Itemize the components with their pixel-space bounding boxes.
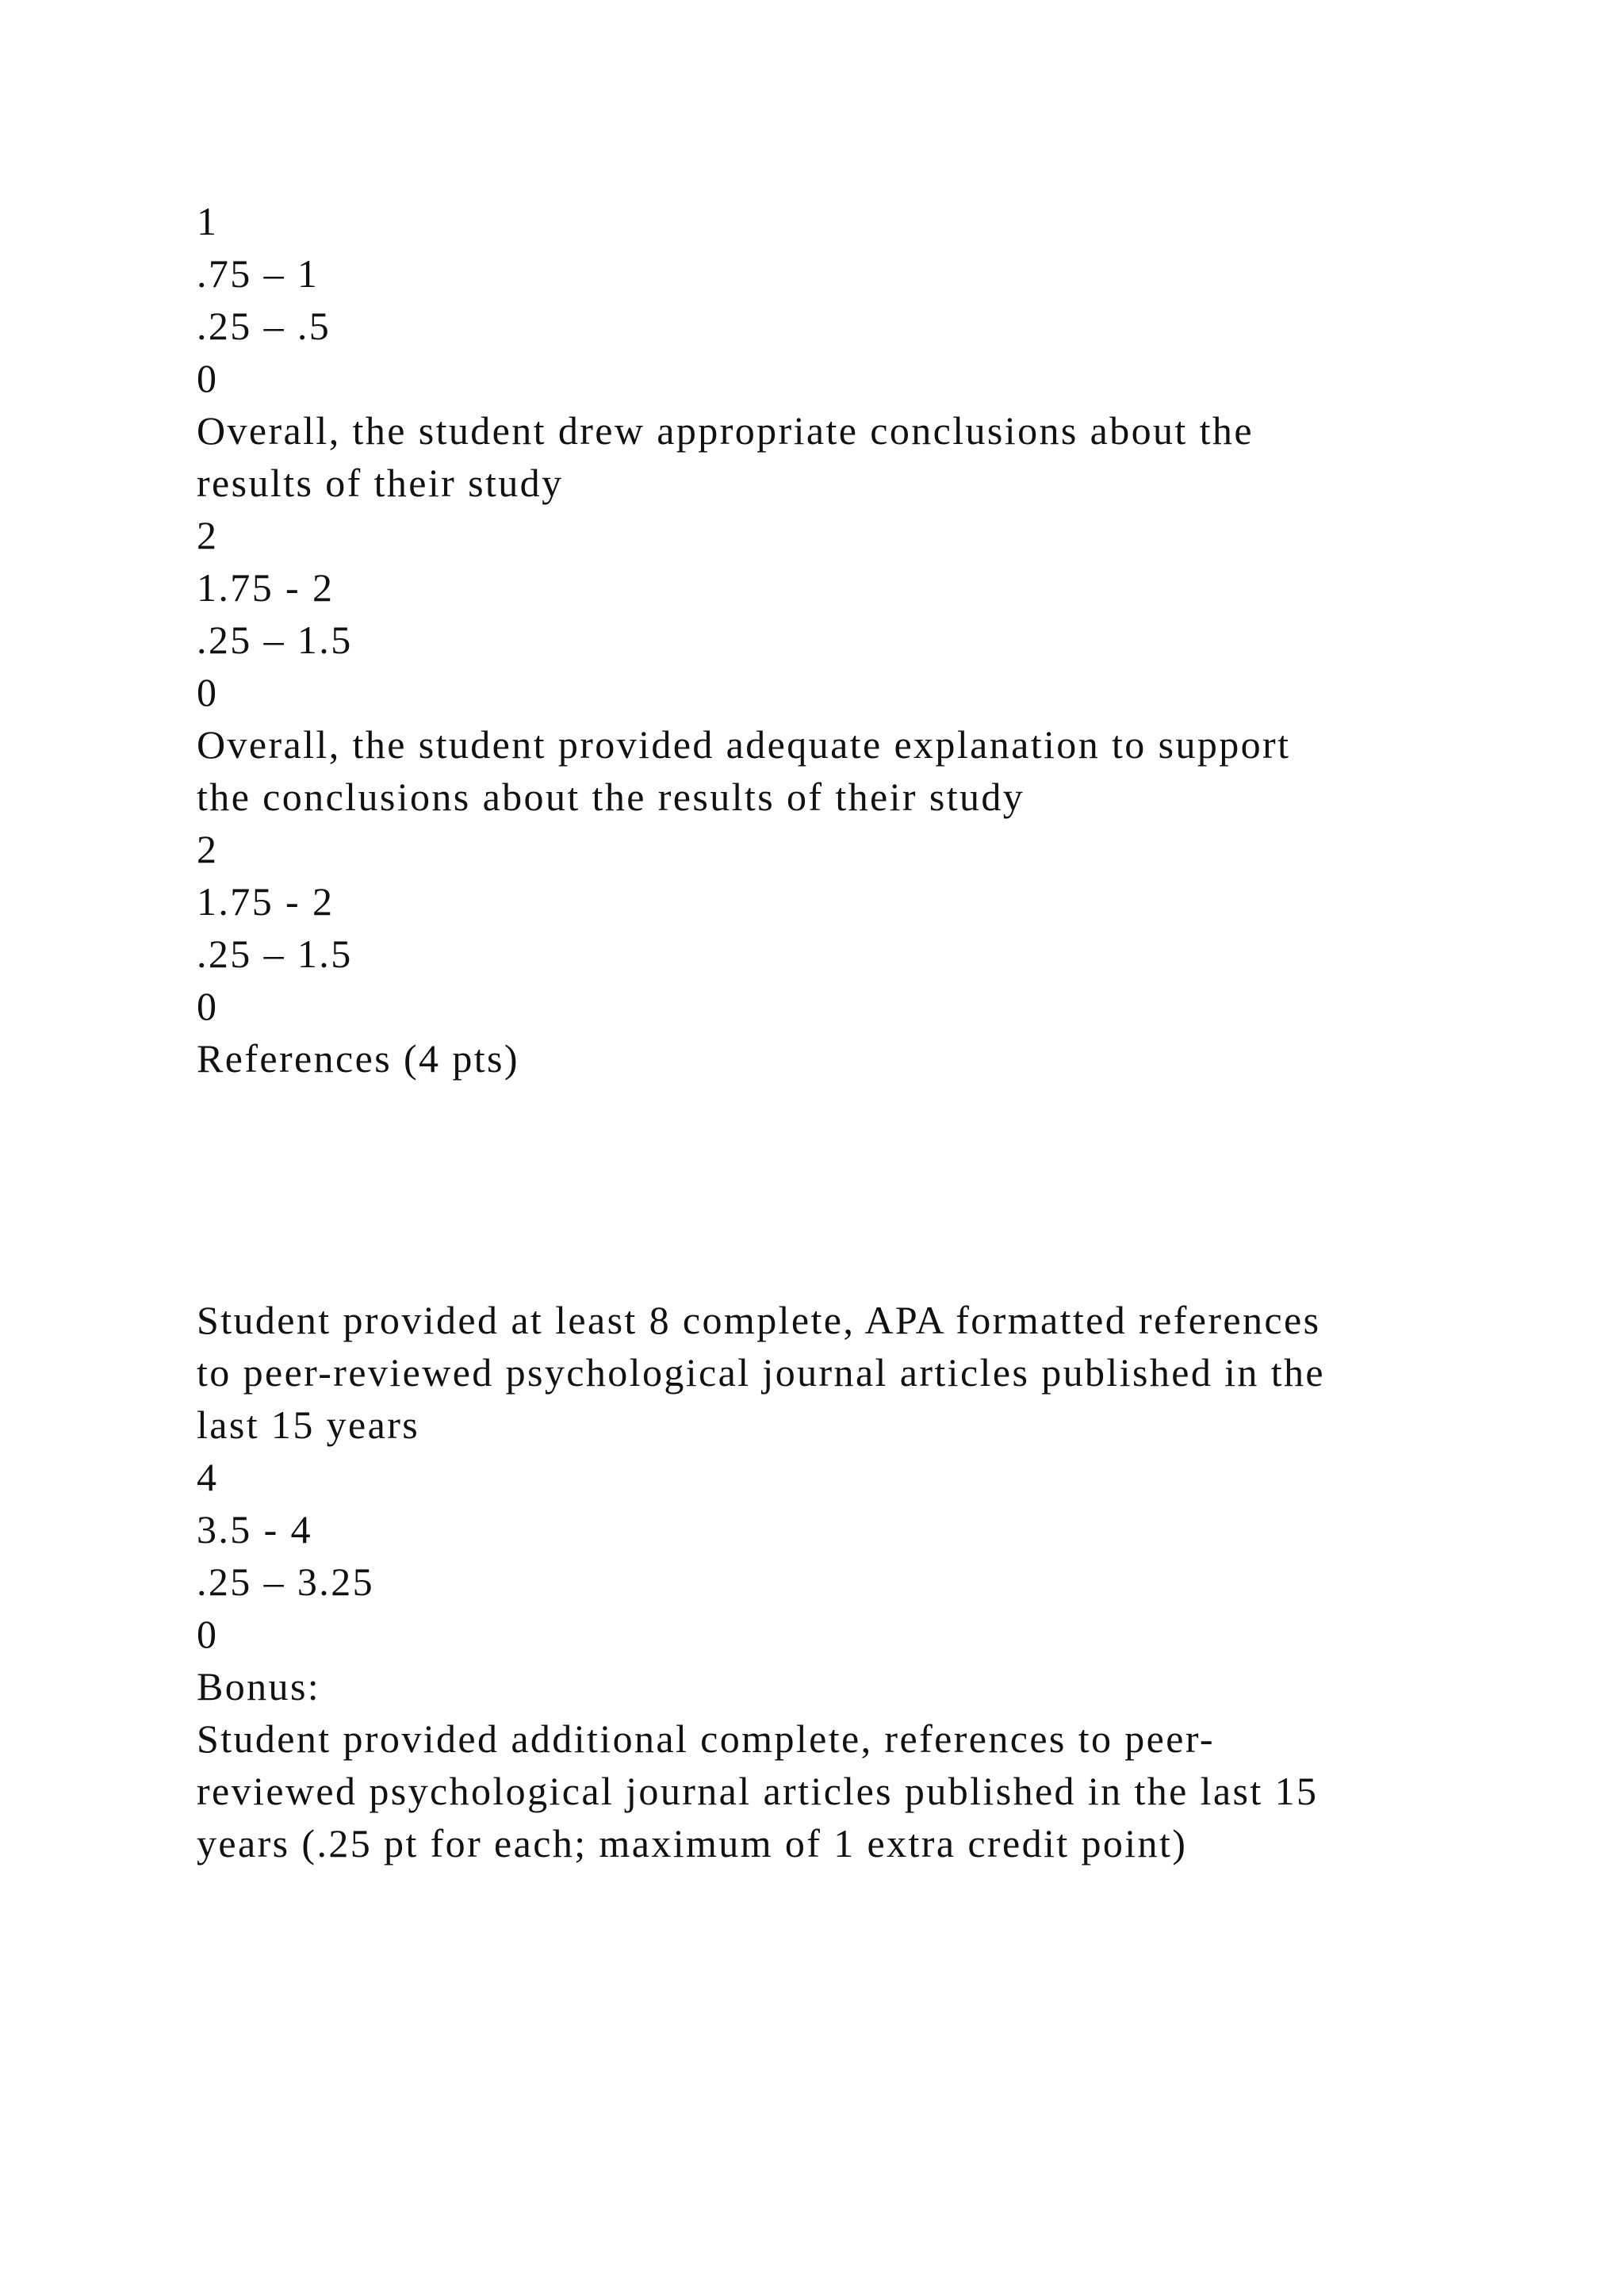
blank-spacer bbox=[197, 1085, 1434, 1294]
score-range-low: .25 – .5 bbox=[197, 304, 331, 348]
explanation-score-zero: 0 bbox=[197, 984, 219, 1028]
score-max: 1 bbox=[197, 199, 219, 243]
conclusions-score-zero: 0 bbox=[197, 670, 219, 714]
conclusions-score-max: 2 bbox=[197, 513, 219, 557]
criterion-references-line1: Student provided at least 8 complete, APA formatted references bbox=[197, 1298, 1321, 1342]
criterion-references-line3: last 15 years bbox=[197, 1402, 420, 1447]
conclusions-score-range-high: 1.75 - 2 bbox=[197, 565, 335, 610]
criterion-references-line2: to peer-reviewed psychological journal articles published in the bbox=[197, 1350, 1326, 1395]
rubric-text bbox=[197, 195, 1434, 1869]
score-zero: 0 bbox=[197, 356, 219, 400]
references-score-max: 4 bbox=[197, 1455, 219, 1499]
references-score-range-low: .25 – 3.25 bbox=[197, 1559, 374, 1604]
criterion-conclusions-line2: results of their study bbox=[197, 461, 564, 505]
score-range-high: .75 – 1 bbox=[197, 251, 320, 296]
explanation-score-range-high: 1.75 - 2 bbox=[197, 879, 335, 924]
bonus-line3: years (.25 pt for each; maximum of 1 extra credit point) bbox=[197, 1821, 1188, 1866]
conclusions-score-range-low: .25 – 1.5 bbox=[197, 618, 353, 662]
references-score-zero: 0 bbox=[197, 1612, 219, 1656]
references-heading: References (4 pts) bbox=[197, 1036, 519, 1081]
bonus-heading: Bonus: bbox=[197, 1664, 321, 1709]
references-score-range-high: 3.5 - 4 bbox=[197, 1507, 312, 1552]
criterion-conclusions-line1: Overall, the student drew appropriate conclusions about the bbox=[197, 408, 1254, 453]
criterion-explanation-line2: the conclusions about the results of their study bbox=[197, 775, 1025, 819]
criterion-explanation-line1: Overall, the student provided adequate explanation to support bbox=[197, 722, 1291, 767]
explanation-score-max: 2 bbox=[197, 827, 219, 871]
bonus-line2: reviewed psychological journal articles published in the last 15 bbox=[197, 1769, 1319, 1813]
explanation-score-range-low: .25 – 1.5 bbox=[197, 932, 353, 976]
bonus-line1: Student provided additional complete, references to peer- bbox=[197, 1716, 1215, 1761]
